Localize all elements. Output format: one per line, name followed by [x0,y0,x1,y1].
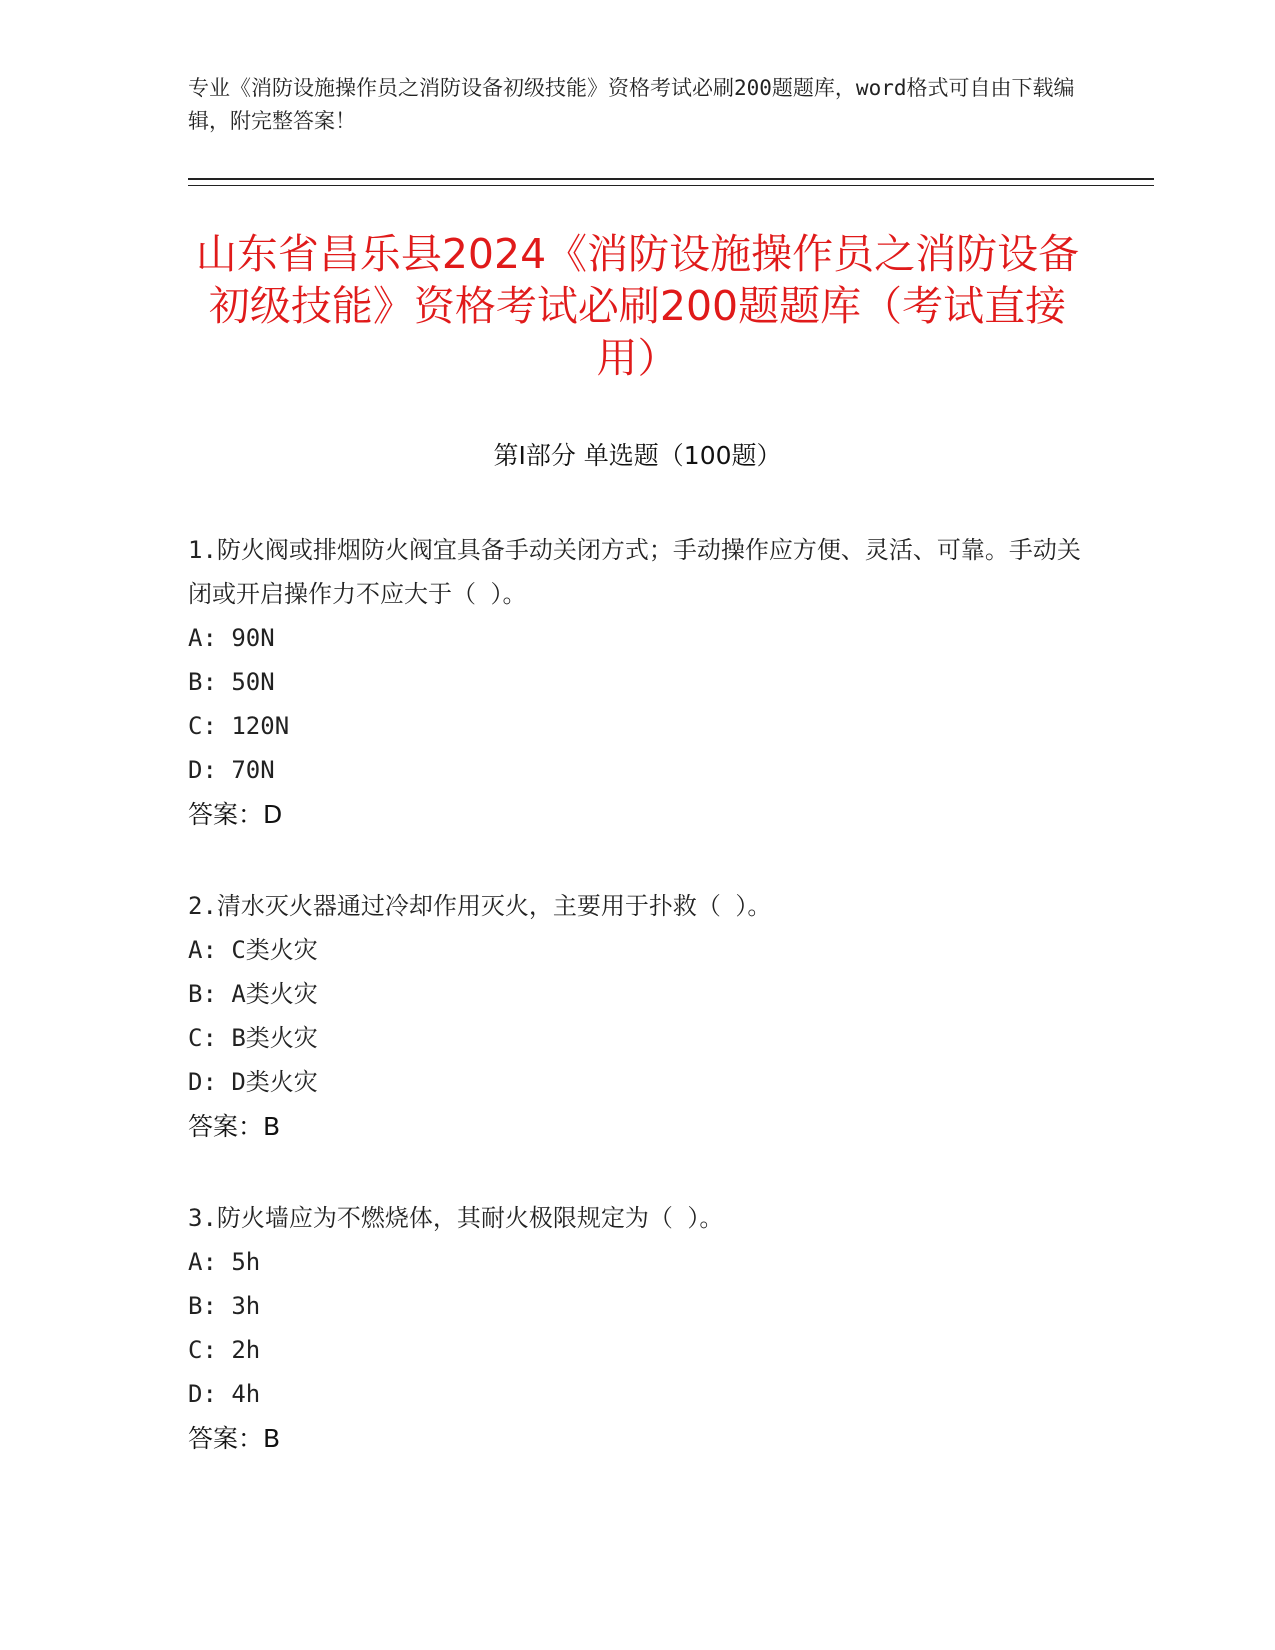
option-d: D: 70N [188,756,275,784]
option-a: A: 90N [188,624,275,652]
question-2 [188,884,1088,1150]
option-d: D: 4h [188,1380,261,1408]
document-title: 山东省昌乐县2024《消防设施操作员之消防设备初级技能》资格考试必刷200题题库（考试直接用） [195,230,1080,382]
header-rule-thin [188,185,1154,186]
header-rule-thick [188,178,1154,180]
question-stem: 3.防火墙应为不燃烧体，其耐火极限规定为（ ）。 [188,1204,724,1232]
option-c: C: 120N [188,712,290,740]
option-c: C: B类火灾 [188,1024,318,1052]
option-a: A: C类火灾 [188,936,318,964]
section-heading: 第Ⅰ部分 单选题（100题） [493,441,782,470]
answer: 答案：B [188,1112,281,1141]
header-note: 专业《消防设施操作员之消防设备初级技能》资格考试必刷200题题库，word格式可自由下载编辑，附完整答案！ [188,76,1075,133]
question-3 [188,1196,1088,1462]
question-1 [188,528,1088,838]
question-stem: 2.清水灭火器通过冷却作用灭火，主要用于扑救（ ）。 [188,892,772,920]
option-b: B: 50N [188,668,275,696]
question-list [188,528,1088,1508]
question-stem: 1.防火阀或排烟防火阀宜具备手动关闭方式；手动操作应方便、灵活、可靠。手动关闭或开启操作力不应大于（ ）。 [188,536,1081,608]
answer: 答案：B [188,1424,281,1453]
option-a: A: 5h [188,1248,261,1276]
answer: 答案：D [188,800,283,829]
option-d: D: D类火灾 [188,1068,318,1096]
option-b: B: A类火灾 [188,980,318,1008]
option-c: C: 2h [188,1336,261,1364]
option-b: B: 3h [188,1292,261,1320]
